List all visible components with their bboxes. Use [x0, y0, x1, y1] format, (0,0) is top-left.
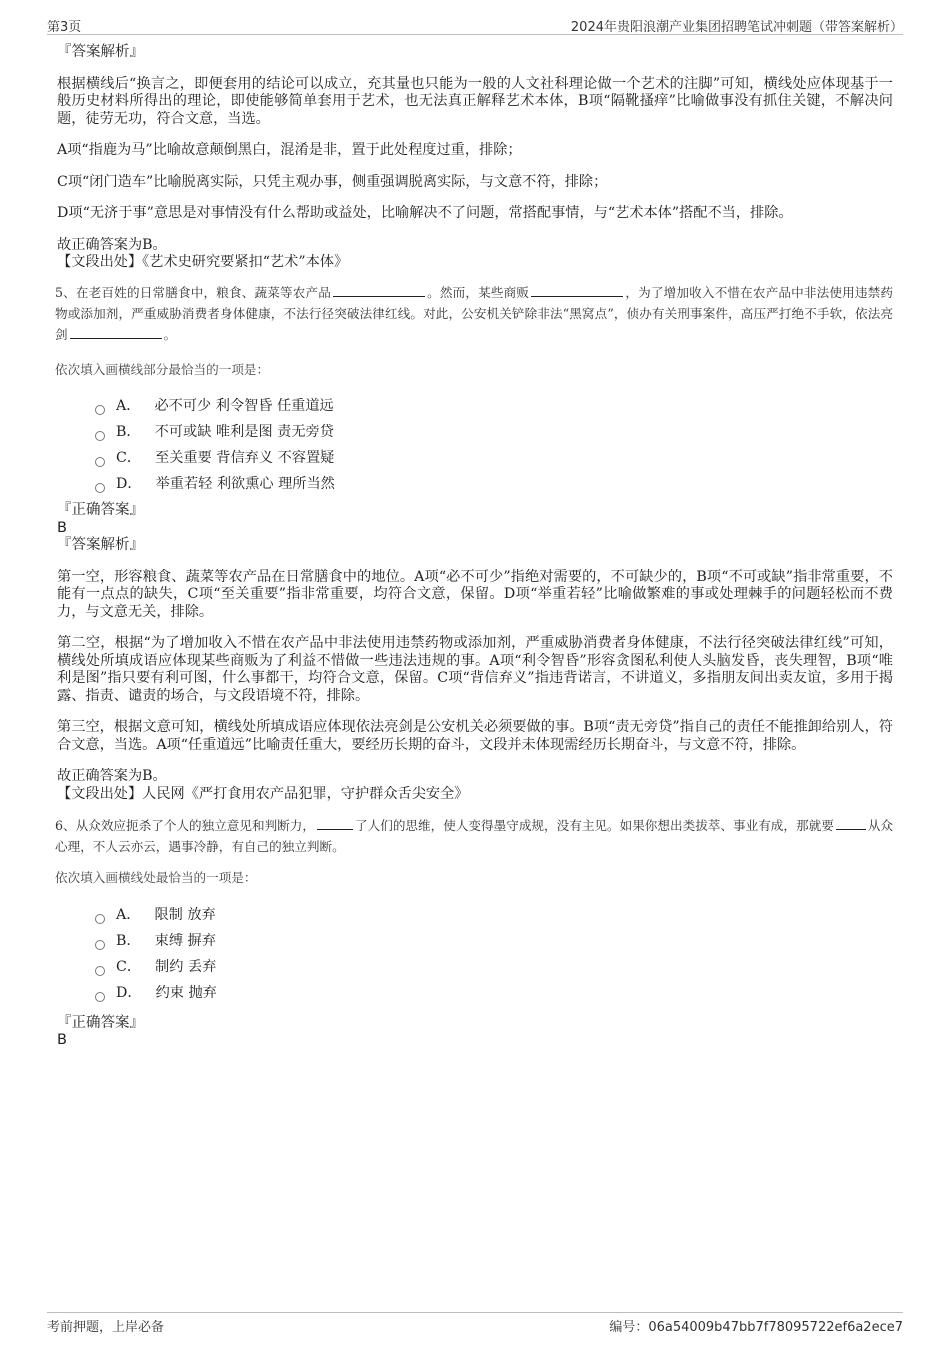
q5-conclusion: 故正确答案为B。	[57, 768, 167, 784]
q4-conclusion: 故正确答案为B。	[57, 236, 167, 253]
q5-stem-part-a: 5、在老百姓的日常膳食中，粮食、蔬菜等农产品	[55, 284, 331, 300]
q6-option-d[interactable]	[95, 981, 893, 1007]
document-code: 编号：06a54009b47bb7f78095722ef6a2ece7	[609, 1320, 903, 1335]
option-text: 约束 抛弃	[155, 984, 217, 1001]
q6-ask: 依次填入画横线处最恰当的一项是：	[55, 870, 257, 885]
q6-correct-answer: B	[57, 1032, 67, 1048]
q5-correct-label: 『正确答案』	[57, 502, 144, 518]
q4-analysis-p1: 根据横线后“换言之，即便套用的结论可以成立，充其量也只能为一般的人文社科理论做一个艺术的注脚”可知，横线处应体现基于一般历史材料所得出的理论，即使能够简单套用于艺术，也无法真正解释艺术本体，B项“隔靴搔痒”比喻做事没有抓住关键，不解决问题，徒劳无功，符合文意，当选。	[57, 75, 893, 127]
page-content	[57, 44, 893, 1050]
option-text: 举重若轻 利欲熏心 理所当然	[155, 476, 335, 493]
q4-analysis-p4: D项“无济于事”意思是对事情没有什么帮助或益处，比喻解决不了问题，常搭配事情，与“艺术本体”搭配不当，排除。	[57, 205, 793, 221]
q5-option-b[interactable]	[95, 420, 893, 446]
q6-stem-part-c: 从众心理，不人云亦云，遇事冷静，有自己的独立判断。	[55, 818, 894, 854]
q6-blank-2	[836, 817, 866, 830]
radio-icon[interactable]	[95, 992, 105, 1002]
option-text: 束缚 摒弃	[154, 932, 216, 949]
q5-ask: 依次填入画横线部分最恰当的一项是：	[55, 361, 270, 377]
option-letter: C．	[116, 450, 142, 467]
q6-correct-label: 『正确答案』	[57, 1014, 144, 1031]
option-letter: D．	[116, 476, 142, 493]
q6-options	[95, 903, 893, 1007]
radio-icon[interactable]	[95, 457, 105, 467]
option-text: 制约 丢弃	[155, 958, 217, 975]
radio-icon[interactable]	[95, 914, 105, 924]
option-letter: D．	[116, 984, 142, 1001]
q5-blank-3	[70, 326, 162, 339]
q4-analysis-p3: C项“闭门造车”比喻脱离实际，只凭主观办事，侧重强调脱离实际，与文意不符，排除；	[57, 173, 608, 190]
q5-option-a[interactable]	[95, 394, 893, 420]
option-text: 必不可少 利令智昏 任重道远	[154, 398, 334, 415]
option-letter: B．	[116, 424, 141, 441]
page-footer	[47, 1312, 903, 1333]
q6-option-a[interactable]	[95, 903, 893, 929]
q6-stem-part-a: 6、从众效应扼杀了个人的独立意见和判断力，	[55, 818, 316, 833]
option-letter: A．	[116, 398, 141, 415]
radio-icon[interactable]	[95, 940, 105, 950]
footer-slogan: 考前押题，上岸必备	[47, 1320, 165, 1335]
q5-stem-part-b: 。然而，某些商贩	[427, 284, 530, 300]
q5-analysis-p1: 第一空，形容粮食、蔬菜等农产品在日常膳食中的地位。A项“必不可少”指绝对需要的，不可缺少的，B项“不可或缺”指非常重要，不能有一点点的缺失，C项“至关重要”指非常重要，均符合文意，保留。D项“举重若轻”比喻做繁难的事或处理棘手的问题轻松而不费力，与文意无关，排除。	[57, 568, 893, 620]
q4-analysis-label: 『答案解析』	[57, 44, 144, 60]
option-letter: C．	[116, 958, 142, 975]
q5-correct-answer: B	[57, 519, 67, 536]
q4-source: 【文段出处】《艺术史研究要紧扣“艺术”本体》	[57, 254, 349, 270]
q5-analysis-p3: 第三空，根据文意可知，横线处所填成语应体现依法亮剑是公安机关必须要做的事。B项“责无旁贷”指自己的责任不能推卸给别人，符合文意，当选。A项“任重道远”比喻责任重大，要经历长期的奋斗，文段并未体现需经历长期奋斗，与文意不符，排除。	[57, 719, 893, 753]
page-number: 第3页	[47, 20, 82, 35]
q5-analysis-p2: 第二空，根据“为了增加收入不惜在农产品中非法使用违禁药物或添加剂，严重威胁消费者身体健康，不法行径突破法律红线”可知，横线处所填成语应体现某些商贩为了利益不惜做一些违法违规的事。A项“利令智昏”形容贪图私利使人头脑发昏，丧失理智，B项“唯利是图”指只要有利可图，什么事都干，均符合文意，保留。C项“背信弃义”指违背诺言，不讲道义，多指朋友间出卖友谊，多用于揭露、指责、谴责的场合，与文段语境不符，排除。	[57, 635, 893, 704]
q5-blank-2	[531, 284, 623, 297]
q5-stem-part-d: 。	[163, 326, 177, 342]
q5-option-c[interactable]	[95, 446, 893, 472]
radio-icon[interactable]	[95, 966, 105, 976]
option-letter: B．	[116, 932, 141, 949]
radio-icon[interactable]	[95, 483, 105, 493]
radio-icon[interactable]	[95, 405, 105, 415]
page-header	[47, 14, 903, 35]
q6-option-c[interactable]	[95, 955, 893, 981]
document-title: 2024年贵阳浪潮产业集团招聘笔试冲刺题（带答案解析）	[570, 20, 903, 35]
q6-option-b[interactable]	[95, 929, 893, 955]
q5-source: 【文段出处】人民网《严打食用农产品犯罪，守护群众舌尖安全》	[57, 785, 469, 802]
option-text: 不可或缺 唯利是图 责无旁贷	[154, 424, 334, 441]
q5-stem	[55, 282, 893, 345]
option-letter: A．	[116, 906, 141, 923]
q6-stem-part-b: 了人们的思维，使人变得墨守成规，没有主见。如果你想出类拔萃、事业有成，那就要	[355, 818, 834, 833]
q5-analysis-label: 『答案解析』	[57, 537, 144, 553]
radio-icon[interactable]	[95, 431, 105, 441]
q6-stem	[55, 815, 893, 857]
option-text: 限制 放弃	[154, 906, 216, 923]
q5-blank-1	[333, 284, 425, 297]
q4-analysis-p2: A项“指鹿为马”比喻故意颠倒黑白，混淆是非，置于此处程度过重，排除；	[57, 142, 522, 158]
q6-blank-1	[317, 817, 353, 830]
q5-option-d[interactable]	[95, 472, 893, 498]
option-text: 至关重要 背信弃义 不容置疑	[155, 450, 335, 467]
q5-options	[95, 394, 893, 498]
q5-stem-part-c: ，为了增加收入不惜在农产品中非法使用违禁药物或添加剂，严重威胁消费者身体健康，不法行径突破法律红线。对此，公安机关铲除非法“黑窝点”，侦办有关刑事案件，高压严打绝不手软，依法亮剑	[55, 284, 894, 342]
